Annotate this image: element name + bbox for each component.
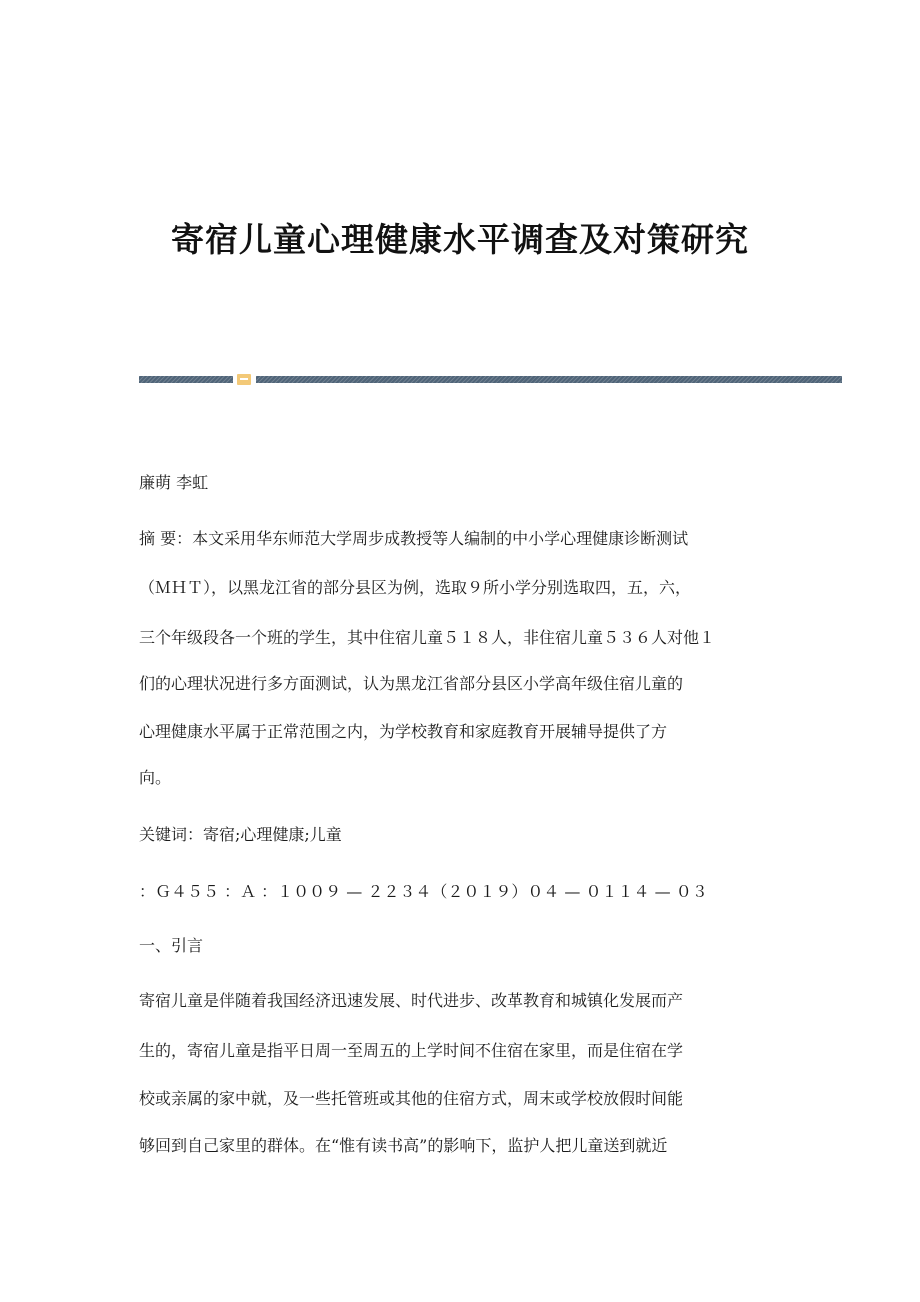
body-line: 寄宿儿童是伴随着我国经济迅速发展、时代进步、改革教育和城镇化发展而产 (139, 991, 684, 1010)
abstract-line: 摘 要：本文采用华东师范大学周步成教授等人编制的中小学心理健康诊断测试 (139, 529, 689, 548)
body-line: 校或亲属的家中就，及一些托管班或其他的住宿方式，周末或学校放假时间能 (139, 1089, 684, 1108)
abstract-line: 向。 (139, 768, 172, 787)
divider-right-bar (256, 376, 842, 383)
authors: 廉萌 李虹 (139, 473, 209, 492)
abstract-line: 心理健康水平属于正常范围之内，为学校教育和家庭教育开展辅导提供了方 (139, 722, 668, 741)
keywords: 关键词：寄宿;心理健康;儿童 (139, 825, 342, 844)
abstract-line: 三个年级段各一个班的学生，其中住宿儿童５１８人，非住宿儿童５３６人对他１ (139, 628, 716, 647)
document-title: 寄宿儿童心理健康水平调查及对策研究 (171, 220, 749, 259)
body-line: 够回到自己家里的群体。在“惟有读书高”的影响下，监护人把儿童送到就近 (139, 1136, 668, 1155)
abstract-line: （ＭＨＴ），以黑龙江省的部分县区为例，选取９所小学分别选取四，五，六， (139, 578, 692, 597)
divider-left-bar (139, 376, 233, 383)
decorative-divider (139, 374, 842, 384)
abstract-line: 们的心理状况进行多方面测试，认为黑龙江省部分县区小学高年级住宿儿童的 (139, 674, 684, 693)
classification-numbers: ：Ｇ４５５ ：Ａ ：１００９ — ２２３４（２０１９）０４ — ０１１４ — ０３ (139, 882, 708, 901)
body-line: 生的，寄宿儿童是指平日周一至周五的上学时间不住宿在家里，而是住宿在学 (139, 1041, 684, 1060)
section-heading: 一、引言 (139, 936, 204, 955)
divider-ornament-icon (237, 374, 251, 385)
